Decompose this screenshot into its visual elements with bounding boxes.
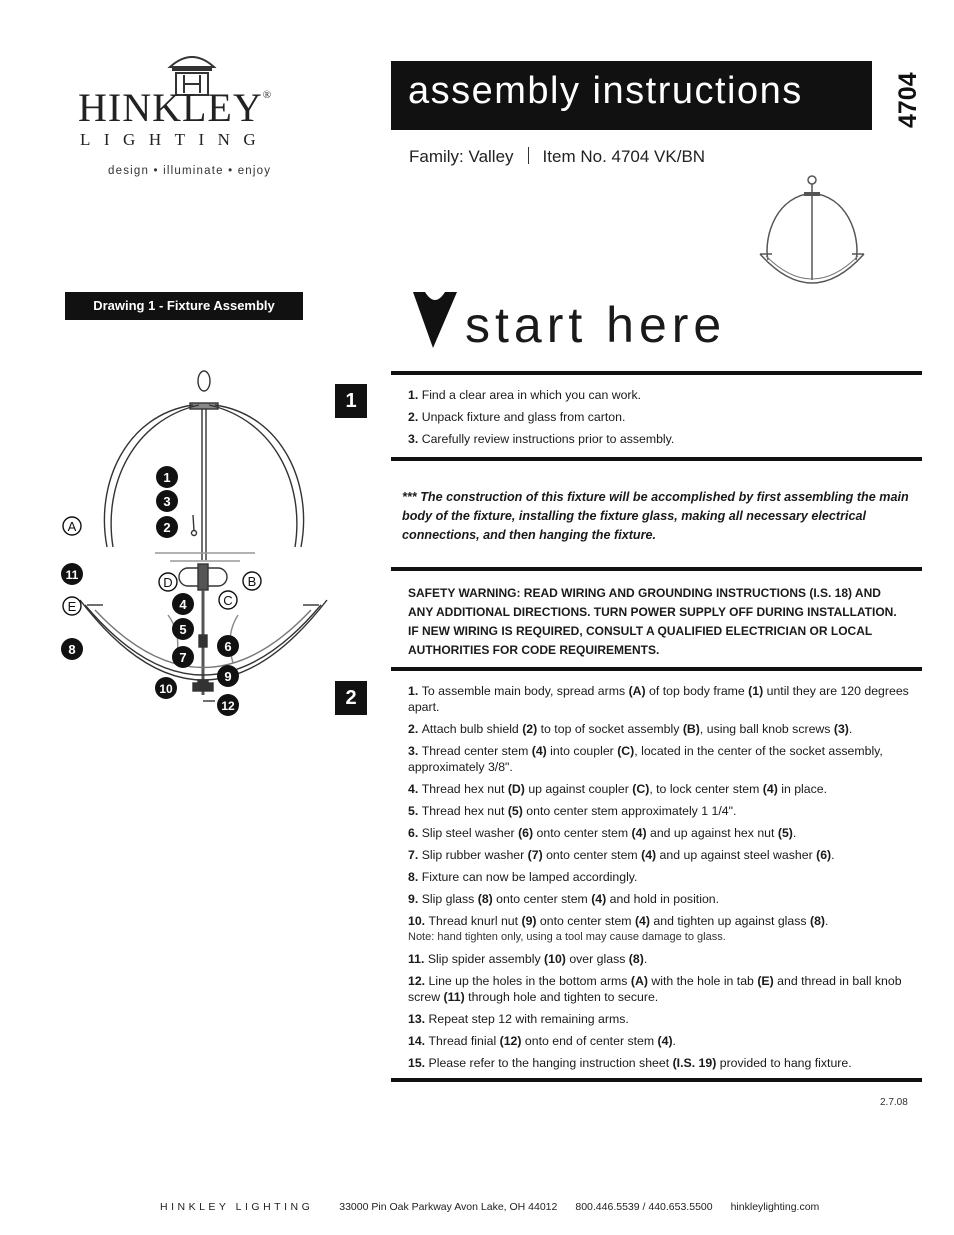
callout-2 xyxy=(156,516,178,538)
svg-text:D: D xyxy=(163,575,173,590)
svg-text:6: 6 xyxy=(224,639,232,654)
callout-D xyxy=(159,573,177,591)
list-item: 8. Fixture can now be lamped accordingly. xyxy=(408,870,638,884)
list-item: 2. Attach bulb shield (2) to top of socket assembly (B), using ball knob screws (3). xyxy=(408,722,853,736)
svg-text:7: 7 xyxy=(179,650,187,665)
callout-8 xyxy=(61,638,83,660)
svg-text:5: 5 xyxy=(179,622,187,637)
svg-text:A: A xyxy=(67,519,77,534)
callout-A xyxy=(63,517,81,535)
svg-text:12: 12 xyxy=(221,699,235,713)
step-1-list xyxy=(408,387,923,447)
svg-text:9: 9 xyxy=(224,669,232,684)
list-item: 7. Slip rubber washer (7) onto center stem (4) and up against steel washer (6). xyxy=(408,848,835,862)
divider xyxy=(391,1078,922,1082)
callout-9 xyxy=(217,665,239,687)
list-note: Note: hand tighten only, using a tool may cause damage to glass. xyxy=(408,931,726,943)
step-2-list xyxy=(408,683,923,1071)
svg-text:2: 2 xyxy=(163,520,171,535)
list-item: 15. Please refer to the hanging instruction sheet (I.S. 19) provided to hang fixture. xyxy=(408,1056,852,1070)
divider xyxy=(391,567,922,571)
list-item: 10. Thread knurl nut (9) onto center stem (4) and tighten up against glass (8). Note: hand tighten only, using a tool may cause damage to glass. xyxy=(408,913,923,945)
family-label: Family: Valley xyxy=(409,147,514,166)
callout-11 xyxy=(61,563,83,585)
logo-tagline: design • illuminate • enjoy xyxy=(108,165,272,177)
divider xyxy=(391,457,922,461)
step-1-badge: 1 xyxy=(335,384,367,418)
drawing-label: Drawing 1 - Fixture Assembly xyxy=(65,292,303,320)
callout-3 xyxy=(156,490,178,512)
svg-text:B: B xyxy=(247,574,257,589)
callout-6 xyxy=(217,635,239,657)
svg-text:11: 11 xyxy=(65,568,79,582)
svg-text:4: 4 xyxy=(179,597,187,612)
footer-address: 33000 Pin Oak Parkway Avon Lake, OH 44012 xyxy=(339,1201,558,1213)
footer-website[interactable]: hinkleylighting.com xyxy=(730,1201,820,1213)
logo-subtitle: LIGHTING xyxy=(80,130,270,149)
list-item: 6. Slip steel washer (6) onto center stem (4) and up against hex nut (5). xyxy=(408,826,797,840)
list-item: 1. Find a clear area in which you can work. xyxy=(408,388,642,402)
divider xyxy=(391,371,922,375)
start-here-heading: start here xyxy=(465,297,727,353)
list-item: 2. Unpack fixture and glass from carton. xyxy=(408,410,626,424)
callout-10 xyxy=(155,677,177,699)
svg-text:10: 10 xyxy=(159,682,173,696)
list-item: 13. Repeat step 12 with remaining arms. xyxy=(408,1012,629,1026)
page-title: assembly instructions xyxy=(408,70,803,112)
list-item: 11. Slip spider assembly (10) over glass (8). xyxy=(408,952,648,966)
item-number: Item No. 4704 VK/BN xyxy=(542,147,706,166)
revision-date: 2.7.08 xyxy=(880,1097,908,1108)
start-arrow-icon xyxy=(411,290,459,350)
divider xyxy=(391,667,922,671)
list-item: 4. Thread hex nut (D) up against coupler (C), to lock center stem (4) in place. xyxy=(408,782,828,796)
list-item: 3. Thread center stem (4) into coupler (C), located in the center of the socket assembly, approximately 3/8". xyxy=(408,744,883,774)
callout-12 xyxy=(217,694,239,716)
footer-phone: 800.446.5539 / 440.653.5500 xyxy=(575,1201,713,1213)
callout-E xyxy=(63,597,81,615)
callout-5 xyxy=(172,618,194,640)
footer xyxy=(160,1201,819,1213)
callout-7 xyxy=(172,646,194,668)
list-item: 12. Line up the holes in the bottom arms (A) with the hole in tab (E) and thread in ball knob screw (11) through hole and tighten to secure. xyxy=(408,974,902,1004)
family-line xyxy=(409,147,705,167)
construction-note: *** The construction of this fixture will be accomplished by first assembling the main body of the fixture, installing the fixture glass, making all necessary electrical connections, and then hanging the fixture. xyxy=(402,490,909,542)
item-code: 4704 xyxy=(894,72,922,128)
callout-1 xyxy=(156,466,178,488)
fixture-assembly-drawing xyxy=(55,365,345,720)
svg-text:8: 8 xyxy=(68,642,76,657)
svg-text:1: 1 xyxy=(163,470,171,485)
footer-brand: HINKLEY LIGHTING xyxy=(160,1201,314,1213)
list-item: 14. Thread finial (12) onto end of center stem (4). xyxy=(408,1034,676,1048)
callout-4 xyxy=(172,593,194,615)
callout-C xyxy=(219,591,237,609)
svg-text:E: E xyxy=(67,599,77,614)
list-item: 1. To assemble main body, spread arms (A) of top body frame (1) until they are 120 degrees apart. xyxy=(408,684,909,714)
step-2-badge: 2 xyxy=(335,681,367,715)
list-item: 9. Slip glass (8) onto center stem (4) and hold in position. xyxy=(408,892,720,906)
safety-warning: SAFETY WARNING: READ WIRING AND GROUNDING INSTRUCTIONS (I.S. 18) AND ANY ADDITIONAL DIRECTIONS. TURN POWER SUPPLY OFF DURING INSTALLATION. IF NEW WIRING IS REQUIRED, CONSULT A QUALIFIED ELECTRICIAN OR LOCAL AUTHORITIES FOR CODE REQUIREMENTS. xyxy=(408,586,897,657)
callout-B xyxy=(243,572,261,590)
logo-name: HINKLEY® xyxy=(78,85,273,130)
svg-text:3: 3 xyxy=(163,494,171,509)
fixture-thumbnail xyxy=(752,172,872,302)
list-item: 3. Carefully review instructions prior to assembly. xyxy=(408,432,675,446)
list-item: 5. Thread hex nut (5) onto center stem approximately 1 1/4". xyxy=(408,804,737,818)
svg-text:C: C xyxy=(223,593,233,608)
